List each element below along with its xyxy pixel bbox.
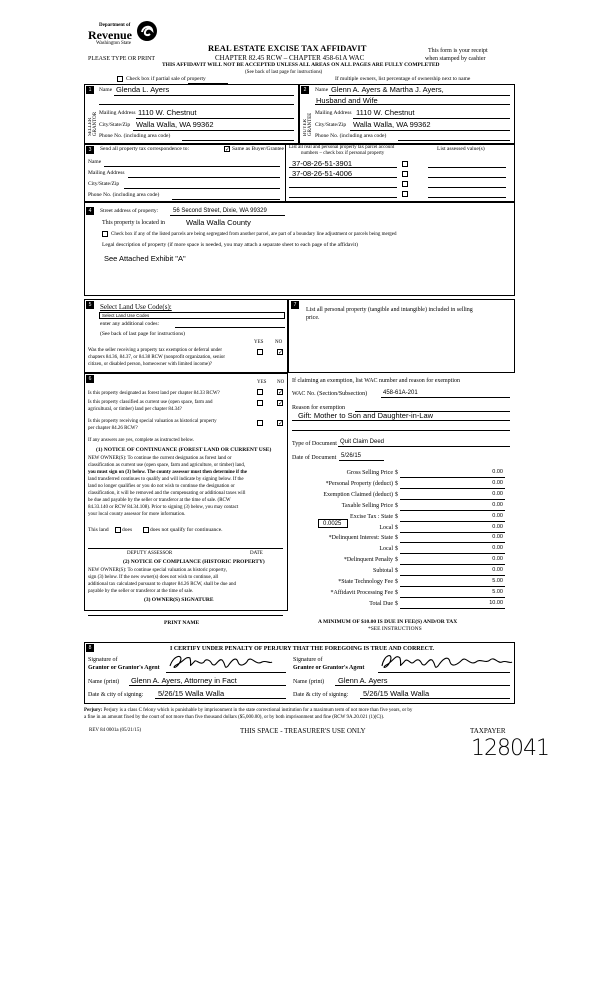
grantor-signature[interactable] bbox=[166, 652, 276, 674]
assessed-value-header: List assessed value(s) bbox=[437, 146, 485, 152]
grantor-name-print-label: Name (print) bbox=[88, 679, 120, 685]
tax-row-label: Local bbox=[379, 525, 393, 531]
located-in-value[interactable]: Walla Walla County bbox=[186, 218, 251, 227]
tax-row-dollar: $ bbox=[395, 470, 398, 476]
tax-row-value[interactable]: 0.00 bbox=[492, 556, 503, 562]
receipt-note-1: This form is your receipt bbox=[428, 48, 488, 54]
parcel-1-personal-checkbox[interactable] bbox=[402, 161, 408, 167]
street-address-value[interactable]: 56 Second Street, Dixie, WA 99329 bbox=[173, 208, 267, 214]
tax-row-dollar: $ bbox=[395, 579, 398, 585]
section-number-3: 3 bbox=[86, 146, 94, 154]
minimum-due-note: A MINIMUM OF $10.00 IS DUE IN FEE(S) AND/OR TAX bbox=[318, 619, 458, 625]
notice-1-line-9: your local county assessor for more information. bbox=[88, 512, 186, 517]
form-title: REAL ESTATE EXCISE TAX AFFIDAVIT bbox=[208, 43, 367, 53]
seller-mailing-value[interactable]: 1110 W. Chestnut bbox=[138, 108, 197, 117]
receipt-note-2: when stamped by cashier bbox=[425, 56, 486, 62]
tax-row-value[interactable]: 0.00 bbox=[492, 534, 503, 540]
tax-row-dollar: $ bbox=[395, 503, 398, 509]
segregated-parcel-checkbox[interactable] bbox=[102, 231, 108, 237]
grantee-name-print-label: Name (print) bbox=[293, 679, 325, 685]
tax-row-value[interactable]: 0.00 bbox=[492, 545, 503, 551]
exemption-reason-label: Reason for exemption bbox=[292, 405, 345, 411]
perjury-text-1: Perjury is a class C felony which is punishable by imprisonment in the state correctional institution for a maximum term of not more than five years, or by bbox=[102, 708, 413, 713]
tax-row-value[interactable]: 0.00 bbox=[492, 524, 503, 530]
tax-row-label: *Delinquent Penalty bbox=[343, 557, 393, 563]
document-type-label: Type of Document bbox=[292, 441, 337, 447]
notice-1-line-7: be due and payable by the seller or transferor at the time of sale. (RCW bbox=[88, 498, 231, 503]
buyer-name-label: Name bbox=[315, 87, 329, 93]
tax-row-dollar: $ bbox=[395, 535, 398, 541]
grantor-name-print-value[interactable]: Glenn A. Ayers, Attorney in Fact bbox=[131, 676, 237, 685]
buyer-mailing-value[interactable]: 1110 W. Chestnut bbox=[356, 108, 415, 117]
this-land-label: This land bbox=[88, 527, 109, 533]
s6-q3-line2: per chapter 84.26 RCW? bbox=[88, 426, 138, 431]
tax-row-value[interactable]: 0.00 bbox=[492, 513, 503, 519]
document-type-value[interactable]: Quit Claim Deed bbox=[340, 439, 385, 445]
grantee-signature-label-b: Grantee or Grantor's Agent bbox=[293, 665, 365, 671]
grantee-signature-label-a: Signature of bbox=[293, 657, 323, 663]
parcel-3-personal-checkbox[interactable] bbox=[402, 181, 408, 187]
seller-mailing-label: Mailing Address bbox=[99, 110, 136, 116]
logo-dept-line: Department of bbox=[99, 23, 131, 28]
logo-dept-name: Revenue bbox=[88, 28, 132, 42]
tax-row-dollar: $ bbox=[395, 546, 398, 552]
s6-if-yes-note: If any answers are yes, complete as instructed below. bbox=[88, 438, 195, 443]
partial-sale-label: Check box if partial sale of property bbox=[126, 76, 206, 82]
parcel-number-1[interactable]: 37-08-26-51-3901 bbox=[292, 159, 353, 168]
s6-q3-no-checkbox[interactable]: ✓ bbox=[278, 420, 284, 427]
tax-row-value[interactable]: 0.00 bbox=[492, 480, 503, 486]
section-number-1: 1 bbox=[86, 86, 94, 94]
form-chapter: CHAPTER 82.45 RCW – CHAPTER 458-61A WAC bbox=[215, 54, 365, 62]
seller-name-value[interactable]: Glenda L. Ayers bbox=[116, 85, 170, 94]
tax-row-value[interactable]: 0.00 bbox=[492, 491, 503, 497]
tax-row-value[interactable]: 0.00 bbox=[492, 502, 503, 508]
parcel-number-2[interactable]: 37-08-26-51-4006 bbox=[292, 169, 353, 178]
s5-yes-header: YES bbox=[254, 340, 264, 345]
tax-row-label: Exemption Claimed (deduct) bbox=[323, 492, 393, 498]
certify-statement: I CERTIFY UNDER PENALTY OF PERJURY THAT THE FOREGOING IS TRUE AND CORRECT. bbox=[170, 646, 435, 652]
s3-name-label: Name bbox=[88, 159, 102, 165]
buyer-phone-label: Phone No. (including area code) bbox=[315, 133, 387, 139]
wac-number-label: WAC No. (Section/Subsection) bbox=[292, 391, 368, 397]
notice-1-line-6: classification, it will be removed and the compensating or additional taxes will bbox=[88, 491, 246, 496]
tax-row-dollar: $ bbox=[395, 492, 398, 498]
notice-2-line-4: payable by the seller or transferor at the time of sale. bbox=[88, 589, 194, 594]
tax-row-label: *Delinquent Interest: State bbox=[328, 535, 393, 541]
deputy-date-label: DATE bbox=[250, 551, 263, 556]
grantor-signature-label-b: Grantor or Grantor's Agent bbox=[88, 665, 160, 671]
taxpayer-copy-label: TAXPAYER bbox=[470, 727, 506, 735]
grantor-date-city-value[interactable]: 5/26/15 Walla Walla bbox=[158, 689, 225, 698]
section-number-4: 4 bbox=[86, 207, 94, 215]
s5-no-header: NO bbox=[275, 340, 283, 345]
grantor-date-city-label: Date & city of signing: bbox=[88, 692, 144, 698]
tax-row-dollar: $ bbox=[395, 525, 398, 531]
notice-2-line-1: NEW OWNER(S): To continue special valuation as historic property, bbox=[88, 568, 227, 573]
s5-q1-line1: Was the seller receiving a property tax exemption or deferral under bbox=[88, 348, 222, 353]
tax-row-label: Taxable Selling Price bbox=[341, 503, 393, 509]
land-use-label: Select Land Use Code(s): bbox=[100, 303, 172, 311]
tax-row-value[interactable]: 0.00 bbox=[492, 567, 503, 573]
land-does-checkbox[interactable] bbox=[115, 527, 121, 533]
document-date-label: Date of Document bbox=[292, 455, 337, 461]
buyer-mailing-label: Mailing Address bbox=[315, 110, 352, 116]
tax-row-dollar: $ bbox=[395, 557, 398, 563]
legal-description-value[interactable]: See Attached Exhibit "A" bbox=[104, 254, 186, 263]
perjury-title: Perjury: bbox=[84, 708, 103, 713]
tax-row-value[interactable]: 10.00 bbox=[489, 600, 503, 606]
see-instructions-note: *SEE INSTRUCTIONS bbox=[368, 626, 422, 632]
s5-q1-line2: chapters 84.36, 84.37, or 84.38 RCW (nonprofit organization, senior bbox=[88, 355, 226, 360]
form-revision: REV 84 0001a (05/21/15) bbox=[89, 728, 141, 733]
s6-q2-line2: agricultural, or timber) land per chapter 84.34? bbox=[88, 407, 182, 412]
s3-mailing-label: Mailing Address bbox=[88, 170, 125, 176]
section-number-6: 6 bbox=[86, 375, 94, 383]
tax-row-label: Total Due bbox=[369, 601, 393, 607]
perjury-line-1 bbox=[84, 708, 412, 713]
s6-q1-yes-checkbox[interactable] bbox=[257, 389, 263, 395]
form-warning: THIS AFFIDAVIT WILL NOT BE ACCEPTED UNLESS ALL AREAS ON ALL PAGES ARE FULLY COMPLETED bbox=[162, 62, 440, 68]
tax-row-value[interactable]: 5.00 bbox=[492, 578, 503, 584]
s5-q1-no-checkbox[interactable]: ✓ bbox=[278, 349, 284, 356]
tax-row-label: Subtotal bbox=[372, 568, 393, 574]
same-as-buyer-checkbox[interactable]: ✓ bbox=[225, 146, 231, 153]
grantor-signature-label-a: Signature of bbox=[88, 657, 118, 663]
exemption-reason-value[interactable]: Gift: Mother to Son and Daughter-in-Law bbox=[298, 411, 434, 420]
personal-property-label-2: price. bbox=[306, 315, 320, 321]
partial-sale-checkbox[interactable] bbox=[117, 76, 123, 82]
s6-q2-yes-checkbox[interactable] bbox=[257, 400, 263, 406]
tax-row-value[interactable]: 0.00 bbox=[492, 469, 503, 475]
additional-codes-label: enter any additional codes: bbox=[100, 321, 160, 327]
land-does-label: does bbox=[122, 527, 133, 533]
s3-city-label: City/State/Zip bbox=[88, 181, 120, 187]
s6-no-header: NO bbox=[277, 380, 285, 385]
exemption-claim-label: If claiming an exemption, list WAC number and reason for exemption bbox=[292, 378, 461, 384]
seller-side-label: SELLER GRANTOR bbox=[88, 111, 98, 136]
s5-q1-yes-checkbox[interactable] bbox=[257, 349, 263, 355]
section-number-8: 8 bbox=[86, 644, 94, 652]
notice-1-line-1: NEW OWNER(S): To continue the current designation as forest land or bbox=[88, 456, 232, 461]
notice-3-title: (3) OWNER(S) SIGNATURE bbox=[144, 597, 214, 603]
notice-1-line-5: land no longer qualifies or you do not wish to continue the designation or bbox=[88, 484, 235, 489]
logo-dept-state: Washington State bbox=[96, 41, 132, 46]
send-correspondence-label: Send all property tax correspondence to: bbox=[100, 146, 190, 152]
buyer-name-value-1[interactable]: Glenn A. Ayers & Martha J. Ayers, bbox=[331, 85, 444, 94]
tax-row-label: Gross Selling Price bbox=[346, 470, 393, 476]
notice-2-line-2: sign (3) below. If the new owner(s) does not wish to continue, all bbox=[88, 575, 219, 580]
tax-row-label: *Affidavit Processing Fee bbox=[330, 590, 393, 596]
buyer-name-value-2[interactable]: Husband and Wife bbox=[316, 96, 378, 105]
land-use-select-placeholder: Select Land Use Codes bbox=[102, 313, 150, 318]
document-date-value[interactable]: 5/26/15 bbox=[341, 453, 362, 459]
parcel-header-2: numbers – check box if personal property bbox=[301, 151, 385, 156]
same-as-buyer-label: Same as Buyer/Grantee bbox=[232, 146, 284, 152]
section-number-7: 7 bbox=[291, 301, 299, 309]
deputy-assessor-label: DEPUTY ASSESSOR bbox=[127, 551, 173, 556]
tax-row-dollar: $ bbox=[395, 514, 398, 520]
notice-1-line-8: 84.33.140 or RCW 84.34.108). Prior to signing (3) below, you may contact bbox=[88, 505, 239, 510]
local-rate-box[interactable] bbox=[318, 519, 348, 528]
tax-row-label: Local bbox=[379, 546, 393, 552]
local-rate-value: 0.0025 bbox=[323, 521, 342, 527]
grantee-date-city-value[interactable]: 5/26/15 Walla Walla bbox=[363, 689, 430, 698]
seller-name-label: Name bbox=[99, 87, 113, 93]
tax-row-label: *Personal Property (deduct) bbox=[325, 481, 393, 487]
parcel-4-personal-checkbox[interactable] bbox=[402, 191, 408, 197]
located-in-label: This property is located in bbox=[102, 220, 165, 226]
buyer-side-label: BUYER GRANTEE bbox=[303, 112, 313, 136]
s6-q3-line1: Is this property receiving special valuation as historical property bbox=[88, 419, 217, 424]
print-name-label: PRINT NAME bbox=[164, 620, 200, 626]
s6-yes-header: YES bbox=[257, 380, 267, 385]
s6-q2-line1: Is this property classified as current use (open space, farm and bbox=[88, 400, 213, 405]
tax-row-dollar: $ bbox=[395, 601, 398, 607]
notice-1-line-2: classification as current use (open space, farm and agriculture, or timber) land, bbox=[88, 463, 246, 468]
tax-row-dollar: $ bbox=[395, 568, 398, 574]
s6-q1-no-checkbox[interactable]: ✓ bbox=[278, 389, 284, 396]
section-number-2: 2 bbox=[301, 86, 309, 94]
tax-row-value[interactable]: 5.00 bbox=[492, 589, 503, 595]
s6-q1-label: Is this property designated as forest land per chapter 84.33 RCW? bbox=[88, 391, 220, 396]
tax-row-dollar: $ bbox=[395, 481, 398, 487]
seller-city-value[interactable]: Walla Walla, WA 99362 bbox=[136, 120, 214, 129]
grantee-name-print-value[interactable]: Glenn A. Ayers bbox=[338, 676, 388, 685]
s3-phone-label: Phone No. (including area code) bbox=[88, 192, 160, 198]
street-address-label: Street address of property: bbox=[100, 208, 159, 214]
type-or-print: PLEASE TYPE OR PRINT bbox=[88, 56, 156, 62]
notice-1-line-3: you must sign on (3) below. The county assessor must then determine if the bbox=[88, 470, 247, 475]
seller-city-label: City/State/Zip bbox=[99, 122, 131, 128]
tax-row-label: *State Technology Fee bbox=[338, 579, 393, 585]
buyer-city-value[interactable]: Walla Walla, WA 99362 bbox=[353, 120, 431, 129]
wac-number-value[interactable]: 458-61A-201 bbox=[383, 390, 418, 396]
section-number-5: 5 bbox=[86, 301, 94, 309]
grantee-signature[interactable] bbox=[378, 650, 516, 674]
notice-1-title: (1) NOTICE OF CONTINUANCE (FOREST LAND OR CURRENT USE) bbox=[96, 447, 272, 453]
parcel-2-personal-checkbox[interactable] bbox=[402, 171, 408, 177]
land-does-not-label: does not qualify for continuance. bbox=[150, 527, 223, 533]
tax-row-dollar: $ bbox=[395, 590, 398, 596]
grantee-date-city-label: Date & city of signing: bbox=[293, 692, 349, 698]
land-use-select[interactable] bbox=[99, 312, 285, 319]
s6-q2-no-checkbox[interactable]: ✓ bbox=[278, 400, 284, 407]
treasurer-use-only: THIS SPACE - TREASURER'S USE ONLY bbox=[240, 727, 366, 735]
segregated-parcel-note: Check box if any of the listed parcels are being segregated from another parcel, are part of a boundary line adjustment or parcels being merged bbox=[111, 232, 397, 237]
multiple-owners-note: If multiple owners, list percentage of ownership next to name bbox=[335, 76, 471, 82]
s6-q3-yes-checkbox[interactable] bbox=[257, 420, 263, 426]
dor-seal-icon bbox=[136, 20, 158, 42]
land-use-see-back: (See back of last page for instructions) bbox=[100, 331, 185, 337]
parcel-header-1: List all real and personal property tax parcel account bbox=[289, 145, 395, 150]
notice-2-line-3: additional tax calculated pursuant to chapter 84.26 RCW, shall be due and bbox=[88, 582, 236, 587]
handwritten-receipt-number: 128041 bbox=[471, 736, 549, 761]
personal-property-label-1: List all personal property (tangible and intangible) included in selling bbox=[306, 307, 473, 313]
land-does-not-checkbox[interactable] bbox=[143, 527, 149, 533]
tax-row-label: Excise Tax : State bbox=[350, 514, 393, 520]
s5-q1-line3: citizen, or disabled person, homeowner with limited income)? bbox=[88, 362, 212, 367]
notice-2-title: (2) NOTICE OF COMPLIANCE (HISTORIC PROPERTY) bbox=[123, 559, 265, 565]
legal-description-label: Legal description of property (if more space is needed, you may attach a separate sheet to each page of the affidavit) bbox=[102, 242, 358, 248]
seller-phone-label: Phone No. (including area code) bbox=[99, 133, 171, 139]
form-see-back: (See back of last page for instructions) bbox=[245, 70, 323, 75]
perjury-line-2: a fine in an amount fixed by the court of not more than five thousand dollars ($5,000.00), or by both imprisonment and fine (RCW 9A.20.021 (1)(C)). bbox=[84, 715, 385, 720]
buyer-city-label: City/State/Zip bbox=[315, 122, 347, 128]
section-4-box bbox=[84, 202, 515, 296]
notice-1-line-4: land transferred continues to qualify and will indicate by signing below. If the bbox=[88, 477, 244, 482]
